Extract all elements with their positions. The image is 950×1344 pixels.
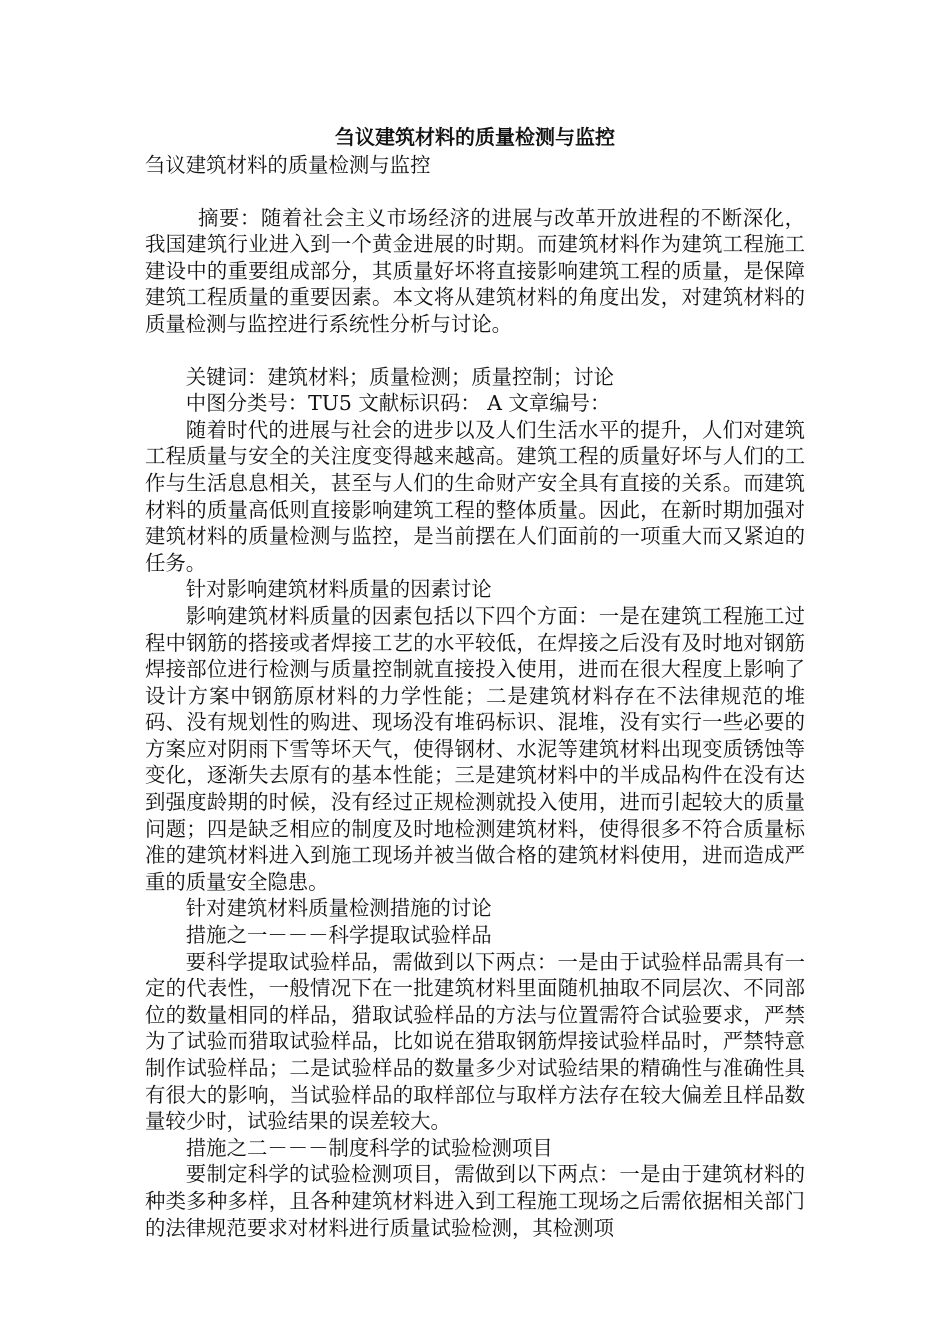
keywords-line: 关键词：建筑材料；质量检测；质量控制；讨论 xyxy=(185,364,614,389)
body-paragraph: 要科学提取试验样品，需做到以下两点：一是由于试验样品需具有一定的代表性，一般情况下在一批建筑材料里面随机抽取不同层次、不同部位的数量相同的样品，猎取试验样品的方法与位置需符合试验要求，严禁为了试验而猎取试验样品，比如说在猎取钢筋焊接试验样品时，严禁特意制作试验样品；二是试验样品的数量多少对试验结果的精确性与准确性具有很大的影响，当试验样品的取样部位与取样方法存在较大偏差且样品数量较少时，试验结果的误差较大。 xyxy=(145,949,805,1134)
section-heading: 针对影响建筑材料质量的因素讨论 xyxy=(185,577,492,602)
document-page xyxy=(145,118,805,1241)
subsection-heading: 措施之一－－－科学提取试验样品 xyxy=(185,923,492,948)
body-paragraph: 影响建筑材料质量的因素包括以下四个方面：一是在建筑工程施工过程中钢筋的搭接或者焊接工艺的水平较低，在焊接之后没有及时地对钢筋焊接部位进行检测与质量控制就直接投入使用，进而在很大程度上影响了设计方案中钢筋原材料的力学性能；二是建筑材料存在不法律规范的堆码、没有规划性的购进、现场没有堆码标识、混堆，没有实行一些必要的方案应对阴雨下雪等坏天气，使得钢材、水泥等建筑材料出现变质锈蚀等变化，逐渐失去原有的基本性能；三是建筑材料中的半成品构件在没有达到强度龄期的时候，没有经过正规检测就投入使用，进而引起较大的质量问题；四是缺乏相应的制度及时地检测建筑材料，使得很多不符合质量标准的建筑材料进入到施工现场并被当做合格的建筑材料使用，进而造成严重的质量安全隐患。 xyxy=(145,603,805,894)
subsection-heading: 措施之二－－－制度科学的试验检测项目 xyxy=(185,1135,553,1160)
document-title: 刍议建筑材料的质量检测与监控 xyxy=(335,125,615,149)
body-paragraph: 要制定科学的试验检测项目，需做到以下两点：一是由于建筑材料的种类多种多样，且各种建筑材料进入到工程施工现场之后需依据相关部门的法律规范要求对材料进行质量试验检测，其检测项 xyxy=(145,1162,805,1240)
classification-line: 中图分类号：TU5 文献标识码： A 文章编号： xyxy=(185,391,611,416)
body-paragraph: 随着时代的进展与社会的进步以及人们生活水平的提升，人们对建筑工程质量与安全的关注度变得越来越高。建筑工程的质量好坏与人们的工作与生活息息相关，甚至与人们的生命财产安全具有直接的关系。而建筑材料的质量高低则直接影响建筑工程的整体质量。因此，在新时期加强对建筑材料的质量检测与监控，是当前摆在人们面前的一项重大而又紧迫的任务。 xyxy=(145,417,805,575)
document-subtitle: 刍议建筑材料的质量检测与监控 xyxy=(145,153,431,177)
abstract-paragraph: 摘要：随着社会主义市场经济的进展与改革开放进程的不断深化，我国建筑行业进入到一个黄金进展的时期。而建筑材料作为建筑工程施工建设中的重要组成部分，其质量好坏将直接影响建筑工程的质量，是保障建筑工程质量的重要因素。本文将从建筑材料的角度出发，对建筑材料的质量检测与监控进行系统性分析与讨论。 xyxy=(145,205,805,336)
section-heading: 针对建筑材料质量检测措施的讨论 xyxy=(185,896,492,921)
